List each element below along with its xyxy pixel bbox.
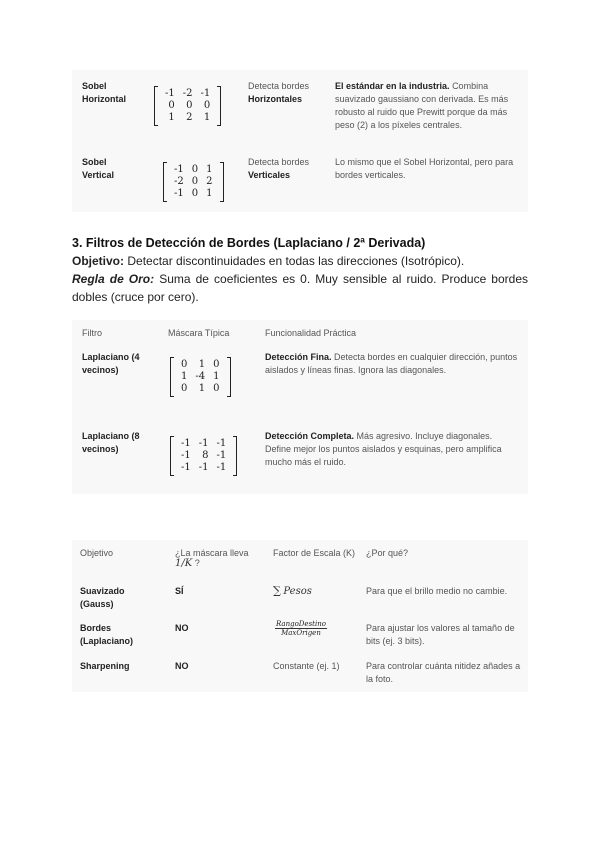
matrix-cell: 0 xyxy=(181,359,188,370)
matrix-cell: 1 xyxy=(198,383,206,394)
laplacian-8-matrix xyxy=(170,436,237,476)
matrix-cell: 0 xyxy=(191,188,199,199)
header-functionality: Funcionalidad Práctica xyxy=(265,328,357,338)
header-filter: Filtro xyxy=(82,328,102,338)
matrix-cell: 0 xyxy=(191,176,199,187)
matrix-cell: -1 xyxy=(174,188,184,199)
scale-row-sharpening-objective: Sharpening xyxy=(80,661,130,671)
matrix-cell: -1 xyxy=(216,462,227,473)
matrix-cell: -1 xyxy=(200,88,211,99)
matrix-cell: -1 xyxy=(181,462,191,473)
matrix-cell: -1 xyxy=(181,450,191,461)
matrix-cell: 1 xyxy=(213,371,220,382)
matrix-cell: -1 xyxy=(198,438,209,449)
matrix-cell: -4 xyxy=(195,371,206,382)
matrix-cell: -2 xyxy=(182,88,193,99)
header-objective: Objetivo xyxy=(80,548,114,558)
laplacian-4-name: Laplaciano (4 vecinos) xyxy=(82,352,140,375)
scale-row-edges-uses: NO xyxy=(175,623,189,633)
matrix-cell: 1 xyxy=(203,112,211,123)
section-heading: 3. Filtros de Detección de Bordes (Laplaciano / 2ª Derivada) xyxy=(72,236,426,250)
matrix-cell: 0 xyxy=(186,100,193,111)
sobel-v-description: Lo mismo que el Sobel Horizontal, pero para bordes verticales. xyxy=(335,157,514,180)
scale-row-sharpening-uses: NO xyxy=(175,661,189,671)
header-factor: Factor de Escala (K) xyxy=(273,548,356,558)
matrix-cell: -1 xyxy=(216,450,227,461)
scale-row-smoothing-uses: SÍ xyxy=(175,586,184,596)
sobel-h-name: Sobel Horizontal xyxy=(82,81,126,104)
scale-row-edges-why: Para ajustar los valores al tamaño de bits (ej. 3 bits). xyxy=(366,623,515,646)
matrix-cell: 0 xyxy=(203,100,211,111)
sobel-h-detect: Detecta bordes Horizontales xyxy=(248,81,310,104)
header-mask-uses: ¿La máscara lleva 1/K ? xyxy=(175,548,249,569)
sobel-v-name: Sobel Vertical xyxy=(82,157,115,180)
scale-row-sharpening-why: Para controlar cuánta nitidez añades a la foto. xyxy=(366,661,521,684)
matrix-cell: 1 xyxy=(181,371,188,382)
scale-row-smoothing-objective: Suavizado (Gauss) xyxy=(80,586,125,609)
scale-row-smoothing-why: Para que el brillo medio no cambie. xyxy=(366,586,508,596)
rule-paragraph: Regla de Oro: Suma de coeficientes es 0. Muy sensible al ruido. Produce bordes dobles (cruce por cero). xyxy=(72,272,528,304)
scale-row-edges-factor: $\frac{\text{RangoDestino}}{\text{MaxOrigen}}$ xyxy=(276,620,326,637)
laplacian-4-description: Detección Fina. Detecta bordes en cualquier dirección, puntos aislados y líneas finas. Ignora las diagonales. xyxy=(265,352,518,375)
matrix-cell: -1 xyxy=(216,438,227,449)
header-mask: Máscara Típica xyxy=(168,328,230,338)
matrix-cell: -1 xyxy=(198,462,209,473)
matrix-cell: 2 xyxy=(186,112,193,123)
laplacian-8-name: Laplaciano (8 vecinos) xyxy=(82,431,140,454)
matrix-cell: -1 xyxy=(165,88,175,99)
scale-row-edges-objective: Bordes (Laplaciano) xyxy=(80,623,134,646)
scale-row-smoothing-factor: ∑ Pesos xyxy=(273,584,312,597)
matrix-cell: 8 xyxy=(202,450,209,461)
matrix-cell: 0 xyxy=(168,100,175,111)
matrix-cell: -1 xyxy=(181,438,191,449)
matrix-cell: 0 xyxy=(213,383,220,394)
matrix-cell: 0 xyxy=(191,164,199,175)
matrix-cell: -2 xyxy=(174,176,184,187)
matrix-cell: 1 xyxy=(198,359,206,370)
objective-paragraph: Objetivo: Detectar discontinuidades en todas las direcciones (Isotrópico). xyxy=(72,254,465,268)
sobel-v-matrix xyxy=(163,162,224,202)
laplacian-4-matrix xyxy=(170,357,231,397)
sobel-v-detect: Detecta bordes Verticales xyxy=(248,157,310,180)
laplacian-8-description: Detección Completa. Más agresivo. Incluye diagonales. Define mejor los puntos aislados y esquinas, pero amplifica mucho más el ruido. xyxy=(265,431,502,467)
matrix-cell: 0 xyxy=(181,383,188,394)
matrix-cell: 0 xyxy=(213,359,220,370)
matrix-cell: 1 xyxy=(206,164,213,175)
sobel-h-description: El estándar en la industria. Combina suavizado gaussiano con derivada. Es más robusto al ruido que Prewitt porque da más peso (2) a los píxeles centrales. xyxy=(335,81,509,130)
scale-row-sharpening-factor: Constante (ej. 1) xyxy=(273,661,340,671)
header-why: ¿Por qué? xyxy=(366,548,409,558)
matrix-cell: -1 xyxy=(174,164,184,175)
matrix-cell: 2 xyxy=(206,176,213,187)
matrix-cell: 1 xyxy=(206,188,213,199)
sobel-h-matrix xyxy=(154,86,221,126)
matrix-cell: 1 xyxy=(168,112,175,123)
